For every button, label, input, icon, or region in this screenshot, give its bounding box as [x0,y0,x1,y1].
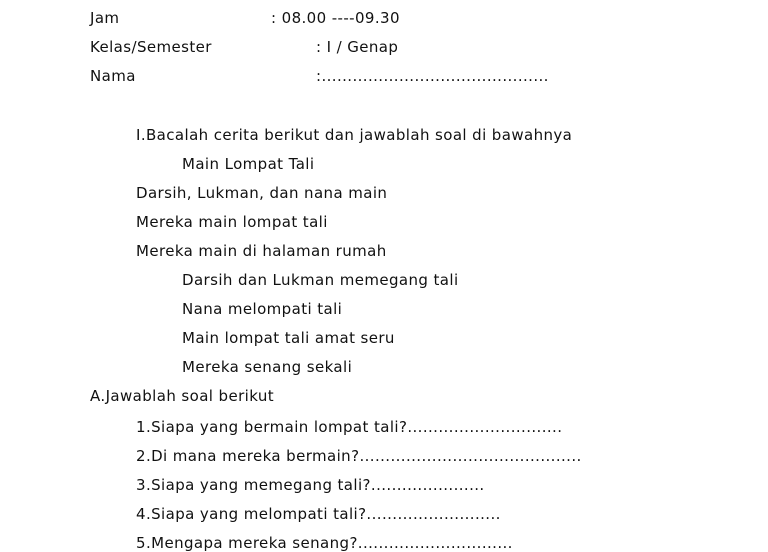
question-item: 5.Mengapa mereka senang?.............................. [136,534,513,552]
nama-field: :............................................ [316,67,549,85]
questions-heading: A.Jawablah soal berikut [90,387,275,405]
story-line: Mereka main lompat tali [136,213,328,231]
story-line: Main lompat tali amat seru [182,329,395,347]
nama-label: Nama [90,67,136,85]
question-item: 3.Siapa yang memegang tali?...................... [136,476,485,494]
story-line: Mereka senang sekali [182,358,353,376]
question-item: 1.Siapa yang bermain lompat tali?.............................. [136,418,563,436]
story-line: Darsih dan Lukman memegang tali [182,271,459,289]
kelas-semester-label: Kelas/Semester [90,38,212,56]
jam-value: : 08.00 ----09.30 [271,9,400,27]
story-title: Main Lompat Tali [182,155,315,173]
kelas-semester-value: : I / Genap [316,38,399,56]
story-line: Mereka main di halaman rumah [136,242,387,260]
jam-label: Jam [90,9,120,27]
story-line: Nana melompati tali [182,300,343,318]
question-item: 4.Siapa yang melompati tali?.......................... [136,505,501,523]
section-instruction: I.Bacalah cerita berikut dan jawablah soal di bawahnya [136,126,573,144]
story-line: Darsih, Lukman, dan nana main [136,184,388,202]
question-item: 2.Di mana mereka bermain?........................................... [136,447,582,465]
